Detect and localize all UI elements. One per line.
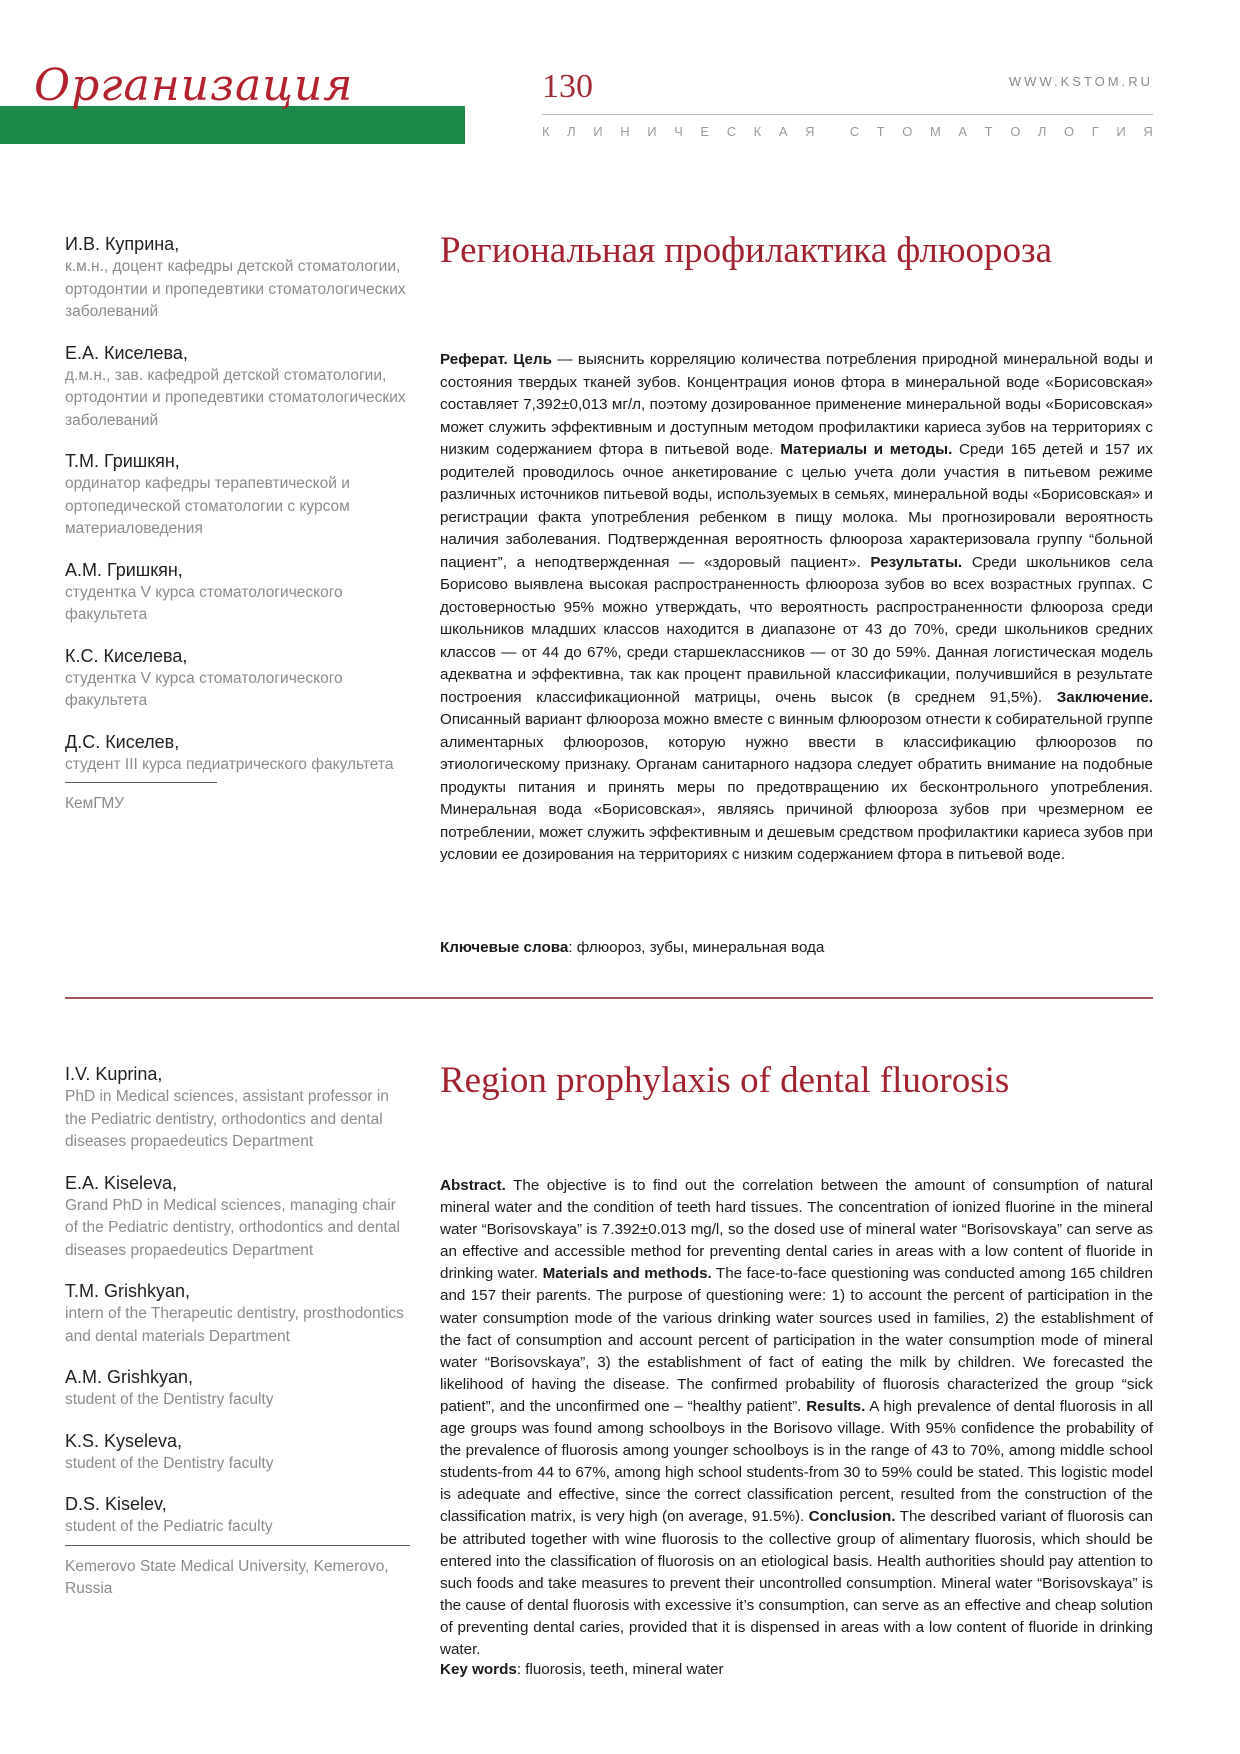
abstract-text: Среди 165 детей и 157 их родителей проводилось очное анкетирование с целью учета доли участия в питьевом режиме различных источников питьевой воды, используемых в семьях, минеральной воды «Борисовская» и регистрации факта употребления ребенком в пищу молока. Мы прогнозировали вероятность наличия заболевания. Подтвержденная вероятность флюороза характеризовала группу “больной пациент”, а неподтвержденная — «здоровый пациент». xyxy=(440,441,1154,571)
journal-name: К Л И Н И Ч Е С К А Я С Т О М А Т О Л О Г И Я xyxy=(542,124,1153,139)
abstract-text: The objective is to find out the correlation between the amount of consumption of natural mineral water and the condition of teeth hard tissues. The concentration of ionized fluorine in the mineral water “Borisovskaya” is 7.392±0.013 mg/l, so the dosed use of mineral water “Borisovskaya” can serve as an effective and accessible method for preventing dental caries in areas with a low content of fluoride in drinking water. xyxy=(440,1177,1153,1283)
author-name: E.A. Kiseleva, xyxy=(65,1172,178,1193)
keywords-label: Key words xyxy=(440,1661,517,1678)
author-position: student of the Dentistry faculty xyxy=(65,1391,274,1408)
author-name: T.M. Grishkyan, xyxy=(65,1281,191,1301)
abstract-label: Materials and methods. xyxy=(542,1265,712,1283)
author-name: Т.М. Гришкян, xyxy=(65,451,180,471)
author-block xyxy=(65,730,410,777)
keywords-text: : флюороз, зубы, минеральная вода xyxy=(568,939,825,956)
abstract-text: Среди школьников села Борисово выявлена высокая распространенность флюороза зубов во всех возрастных группах. С достоверностью 95% можно утверждать, что вероятность распространенности флюороза среди школьников младших классов находится в диапазоне от 43 до 70%, среди школьников средних классов — от 44 до 67%, среди старшеклассников — от 30 до 59%. Данная логистическая модель адекватна и эффективна, так как процент правильной классификации, получившийся в результате построения классификационной матрицы, очень высок (в среднем 91,5%). xyxy=(440,553,1153,706)
abstract-label: Результаты. xyxy=(870,553,963,571)
en-authors xyxy=(65,1062,410,1601)
abstract-text: Описанный вариант флюороза можно вместе с винным флюорозом отнести к собирательной группе алиментарных флюорозов, которую нужно ввести в классификацию флюорозов по этиологическому признаку. Органам санитарного надзора следует обратить внимание на подобные продукты питания и принять меры по предотвращению их бесконтрольного употребления. Минеральная вода «Борисовская», являясь причиной флюороза зубов при чрезмерном ее потреблении, может служить эффективным и дешевым средством профилактики кариеса зубов при условии ее дозирования на территориях с низким содержанием фтора в питьевой воде. xyxy=(440,711,1153,863)
author-block xyxy=(65,341,410,433)
keywords-en xyxy=(440,1659,1153,1681)
abstract-en xyxy=(440,1175,1153,1661)
author-position: студентка V курса стоматологического факультета xyxy=(65,583,343,623)
abstract-label: Материалы и методы. xyxy=(780,441,953,458)
site-url: WWW.KSTOM.RU xyxy=(1008,74,1153,89)
author-block xyxy=(65,449,410,541)
author-block xyxy=(65,644,410,713)
abstract-text: A high prevalence of dental fluorosis in all age groups was found among schoolboys in the Borisovo village. With 95% confidence the probability of the prevalence of fluorosis among younger schoolboys is in the range of 43 to 70%, among middle school students-from 44 to 67%, among high school students-from 30 to 59% could be stated. This logistic model is adequate and effective, since the correct classification percent, resulted from the construction of the classification matrix, is very high (on average, 91.5%). xyxy=(440,1397,1154,1526)
author-position: student of the Dentistry faculty xyxy=(65,1454,274,1472)
keywords-ru xyxy=(440,937,1153,959)
author-position: студент III курса педиатрического факультета xyxy=(65,755,394,773)
section-color-bar xyxy=(0,106,465,144)
author-name: A.M. Grishkyan, xyxy=(65,1367,194,1387)
author-name: А.М. Гришкян, xyxy=(65,559,183,580)
abstract-label: Results. xyxy=(806,1397,866,1415)
author-position: intern of the Therapeutic dentistry, prosthodontics and dental materials Department xyxy=(65,1305,404,1345)
author-block xyxy=(65,1365,410,1412)
affiliation: КемГМУ xyxy=(65,795,125,812)
author-name: D.S. Kiselev, xyxy=(65,1494,167,1514)
author-block xyxy=(65,1279,410,1348)
author-name: К.С. Киселева, xyxy=(65,645,188,666)
abstract-label: Реферат. Цель xyxy=(440,351,552,368)
author-block xyxy=(65,1492,410,1539)
author-position: Grand PhD in Medical sciences, managing chair of the Pediatric dentistry, orthodontics and dental diseases propaedeutics Department xyxy=(65,1196,400,1259)
abstract-text: — выяснить корреляцию количества потребления природной минеральной воды и состояния твердых тканей зубов. Концентрация ионов фтора в минеральной воде «Борисовская» составляет 7,392±0,013 мг/л, поэтому дозированное применение минеральной воды «Борисовская» может служить эффективным и доступным методом профилактики кариеса зубов на территориях с низким содержанием фтора в питьевой воде. xyxy=(440,351,1153,458)
author-name: Д.С. Киселев, xyxy=(65,731,180,752)
abstract-label: Conclusion. xyxy=(808,1508,896,1526)
author-block xyxy=(65,1062,410,1154)
author-position: студентка V курса стоматологического факультета xyxy=(65,669,343,709)
author-position: student of the Pediatric faculty xyxy=(65,1518,273,1535)
author-block xyxy=(65,232,410,324)
page-number: 130 xyxy=(542,68,593,105)
author-block xyxy=(65,558,410,627)
abstract-label: Заключение. xyxy=(1056,688,1153,706)
ru-authors xyxy=(65,232,410,816)
affiliation-rule xyxy=(65,782,217,783)
article-title-ru: Региональная профилактика флюороза xyxy=(440,230,1053,271)
section-divider xyxy=(65,997,1153,999)
header-rule xyxy=(542,114,1153,115)
author-position: ординатор кафедры терапевтической и ортопедической стоматологии с курсом материаловедения xyxy=(65,475,350,537)
author-name: Е.А. Киселева, xyxy=(65,342,188,363)
author-position: PhD in Medical sciences, assistant professor in the Pediatric dentistry, orthodontics and dental diseases propaedeutics Department xyxy=(65,1088,389,1150)
keywords-label: Ключевые слова xyxy=(440,939,569,956)
author-name: K.S. Kyseleva, xyxy=(65,1430,183,1451)
abstract-text: The described variant of fluorosis can be attributed together with wine fluorosis to the collective group of alimentary fluorosis, which should be entered into the classification of fluorosis on an etiological basis. Health authorities should pay attention to such foods and take measures to prevent their uncontrolled consumption. Mineral water “Borisovskaya” is the cause of dental fluorosis with excessive it’s consumption, can serve as an effective and cheap solution of preventing dental caries, provided that it is dispensed in areas with a low content of fluoride in drinking water. xyxy=(440,1508,1153,1658)
article-title-en: Region prophylaxis of dental fluorosis xyxy=(440,1060,1010,1101)
author-block xyxy=(65,1429,410,1476)
abstract-ru xyxy=(440,349,1153,867)
affiliation: Kemerovo State Medical University, Kemerovo, Russia xyxy=(65,1545,410,1601)
section-label: Организация xyxy=(34,60,354,111)
author-name: И.В. Куприна, xyxy=(65,234,180,254)
author-block xyxy=(65,1171,410,1263)
abstract-text: The face-to-face questioning was conducted among 165 children and 157 their parents. The purpose of questioning were: 1) to account the percent of participation in the water consumption mode of the various drinking water sources used in families, 2) the establishment of the fact of consumption and account percent of participation in the water consumption mode of mineral water “Borisovskaya”, 3) the establishment of fact of eating the milk by children. We forecasted the likelihood of having the disease. The confirmed probability of fluorosis characterized the group “sick patient”, and the unconfirmed one – “healthy patient”. xyxy=(440,1265,1153,1415)
abstract-label: Abstract. xyxy=(440,1177,506,1194)
author-position: д.м.н., зав. кафедрой детской стоматологии, ортодонтии и пропедевтики стоматологических заболеваний xyxy=(65,366,406,429)
author-position: к.м.н., доцент кафедры детской стоматологии, ортодонтии и пропедевтики стоматологических заболеваний xyxy=(65,258,406,320)
author-name: I.V. Kuprina, xyxy=(65,1064,163,1084)
keywords-text: : fluorosis, teeth, mineral water xyxy=(516,1661,724,1678)
